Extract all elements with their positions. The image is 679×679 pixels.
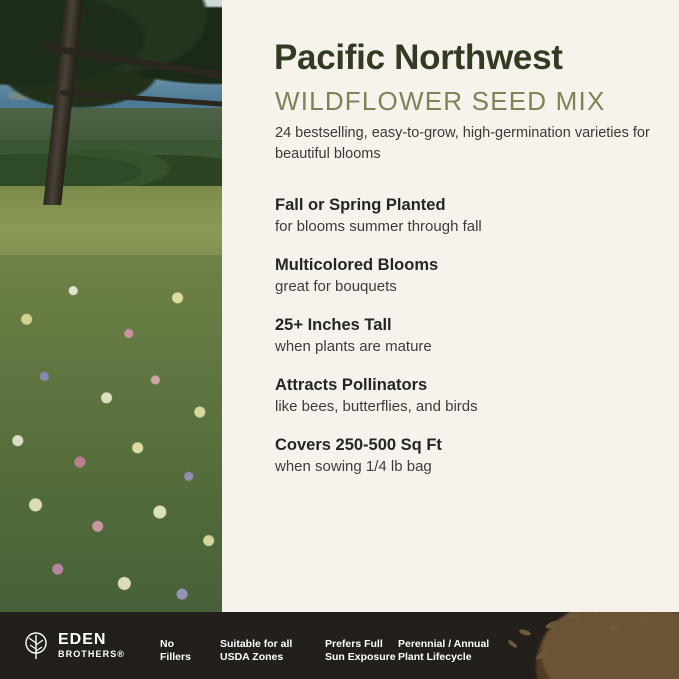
feature-subtitle: great for bouquets [275, 278, 397, 295]
badge-line-1: No [160, 638, 174, 650]
feature-item [275, 256, 665, 295]
brand-logo[interactable] [22, 631, 125, 661]
badge-line-1: Perennial / Annual [398, 638, 490, 650]
badge-usda-zones [220, 638, 325, 664]
tree-canopy-icon [0, 0, 222, 128]
feature-subtitle: when plants are mature [275, 338, 432, 355]
seed-icon [535, 648, 550, 661]
badge-line-2: Fillers [160, 651, 191, 663]
feature-subtitle: when sowing 1/4 lb bag [275, 458, 432, 475]
product-subtitle: WILDFLOWER SEED MIX [275, 86, 606, 116]
seed-icon [545, 619, 560, 629]
feature-item [275, 436, 665, 475]
seed-icon [567, 613, 581, 620]
feature-item [275, 316, 665, 355]
badge-line-2: Sun Exposure [325, 651, 396, 663]
feature-list [275, 196, 665, 496]
product-title: Pacific Northwest [274, 38, 563, 77]
brand-name: EDEN [58, 631, 107, 648]
feature-title: Attracts Pollinators [275, 376, 428, 394]
info-panel [222, 0, 679, 612]
feature-subtitle: like bees, butterflies, and birds [275, 398, 478, 415]
badge-line-1: Suitable for all [220, 638, 293, 650]
wildflower-meadow-photo [0, 0, 222, 612]
badge-line-2: Plant Lifecycle [398, 651, 472, 663]
badge-line-2: USDA Zones [220, 651, 284, 663]
feature-item [275, 196, 665, 235]
footer-bar [0, 612, 679, 679]
seed-icon [590, 612, 598, 615]
badge-line-1: Prefers Full [325, 638, 383, 650]
feature-title: Fall or Spring Planted [275, 196, 446, 214]
seed-icon [519, 628, 532, 636]
product-description: 24 bestselling, easy-to-grow, high-germination varieties for beautiful blooms [275, 125, 650, 162]
badge-list [160, 638, 528, 664]
badge-sun-exposure [325, 638, 398, 664]
tree-logo-icon [22, 631, 50, 661]
feature-title: Covers 250-500 Sq Ft [275, 436, 442, 454]
badge-plant-lifecycle [398, 638, 528, 664]
seed-icon [609, 625, 622, 632]
brand-tagline: BROTHERS® [58, 649, 126, 659]
badge-no-fillers [160, 638, 220, 664]
feature-subtitle: for blooms summer through fall [275, 218, 482, 235]
feature-title: 25+ Inches Tall [275, 316, 392, 334]
wildflower-meadow-region [0, 255, 222, 612]
feature-item [275, 376, 665, 415]
seed-icon [640, 614, 651, 627]
feature-title: Multicolored Blooms [275, 256, 439, 274]
